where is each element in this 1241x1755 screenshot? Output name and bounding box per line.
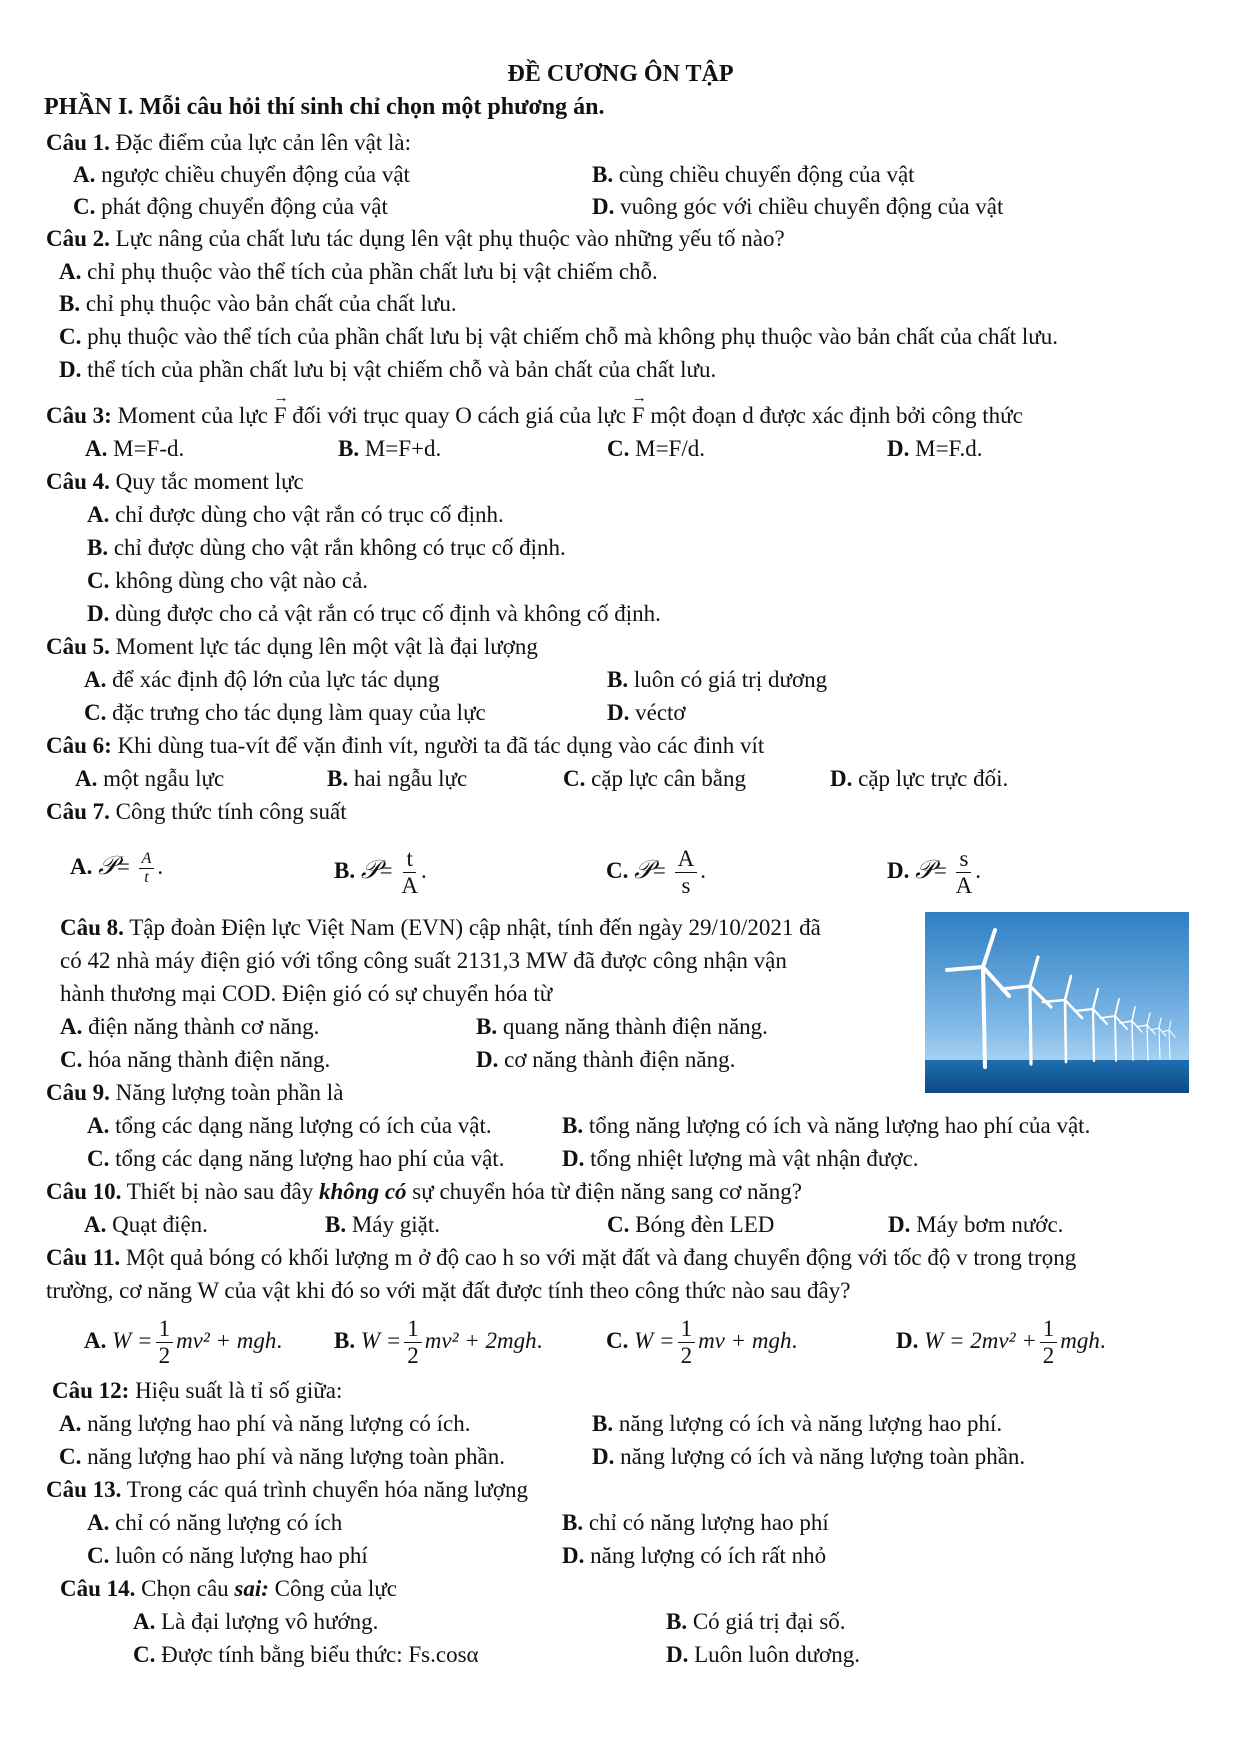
q4-option-d[interactable]: D. dùng được cho cả vật rắn có trục cố định và không cố định. xyxy=(87,601,661,626)
q10-option-c[interactable]: C. Bóng đèn LED xyxy=(607,1212,775,1237)
question-13: Câu 13. Trong các quá trình chuyển hóa năng lượng xyxy=(46,1477,529,1502)
q9-option-d[interactable]: D. tổng nhiệt lượng mà vật nhận được. xyxy=(562,1146,919,1171)
question-9: Câu 9. Năng lượng toàn phần là xyxy=(46,1080,344,1105)
question-5: Câu 5. Moment lực tác dụng lên một vật là đại lượng xyxy=(46,634,538,659)
part-heading: PHẦN I. Mỗi câu hỏi thí sinh chỉ chọn một phương án. xyxy=(44,94,605,120)
question-10: Câu 10. Thiết bị nào sau đây không có sự chuyển hóa từ điện năng sang cơ năng? xyxy=(46,1179,802,1204)
question-8-line-2: có 42 nhà máy điện gió với tổng công suất 2131,3 MW đã được công nhận vận xyxy=(60,948,787,973)
question-1 xyxy=(46,126,411,159)
q12-option-d[interactable]: D. năng lượng có ích và năng lượng toàn phần. xyxy=(592,1444,1026,1469)
q3-option-c[interactable]: C. M=F/d. xyxy=(607,436,705,461)
q11-option-a[interactable]: A. W = $\frac{1}{2}$ mv² + mgh. xyxy=(84,1316,283,1368)
question-8: Câu 8. Tập đoàn Điện lực Việt Nam (EVN) cập nhật, tính đến ngày 29/10/2021 đã xyxy=(60,915,821,940)
q6-option-c[interactable]: C. cặp lực cân bằng xyxy=(563,766,746,791)
q12-option-a[interactable]: A. năng lượng hao phí và năng lượng có ích. xyxy=(59,1411,471,1436)
q13-option-a[interactable]: A. chỉ có năng lượng có ích xyxy=(87,1510,343,1535)
q11-option-c[interactable]: C. W = $\frac{1}{2}$ mv + mgh. xyxy=(606,1316,798,1368)
question-3: Câu 3: Moment của lực → F đối với trục quay O cách giá của lực → F một đoạn d được xác định bởi công thức xyxy=(46,399,1023,432)
q8-option-a[interactable]: A. điện năng thành cơ năng. xyxy=(60,1014,320,1039)
q4-option-b[interactable]: B. chỉ được dùng cho vật rắn không có trục cố định. xyxy=(87,535,566,560)
q9-option-c[interactable]: C. tổng các dạng năng lượng hao phí của vật. xyxy=(87,1146,505,1171)
q5-option-b[interactable]: B. luôn có giá trị dương xyxy=(607,667,828,692)
q2-option-a[interactable]: A. chỉ phụ thuộc vào thể tích của phần chất lưu bị vật chiếm chỗ. xyxy=(59,259,658,284)
question-11-line-2: trường, cơ năng W của vật khi đó so với mặt đất được tính theo công thức nào sau đây? xyxy=(46,1278,851,1303)
q1-option-b[interactable]: B. cùng chiều chuyển động của vật xyxy=(592,162,915,187)
q12-option-b[interactable]: B. năng lượng có ích và năng lượng hao phí. xyxy=(592,1411,1003,1436)
q9-option-a[interactable]: A. tổng các dạng năng lượng có ích của vật. xyxy=(87,1113,492,1138)
q4-option-a[interactable]: A. chỉ được dùng cho vật rắn có trục cố định. xyxy=(87,502,504,527)
q7-option-c[interactable]: C. 𝒫= $\frac{A}{s}$ . xyxy=(606,846,706,898)
q3-option-a[interactable]: A. M=F-d. xyxy=(85,436,185,461)
force-vector-symbol: → F xyxy=(632,399,645,432)
q14-option-d[interactable]: D. Luôn luôn dương. xyxy=(666,1642,860,1667)
q12-option-c[interactable]: C. năng lượng hao phí và năng lượng toàn phần. xyxy=(59,1444,505,1469)
question-7: Câu 7. Công thức tính công suất xyxy=(46,799,347,824)
q1-option-a[interactable]: A. ngược chiều chuyển động của vật xyxy=(73,162,410,187)
q2-option-b[interactable]: B. chỉ phụ thuộc vào bản chất của chất lưu. xyxy=(59,291,457,316)
question-2: Câu 2. Lực nâng của chất lưu tác dụng lên vật phụ thuộc vào những yếu tố nào? xyxy=(46,226,785,251)
q5-option-c[interactable]: C. đặc trưng cho tác dụng làm quay của lực xyxy=(84,700,486,725)
q10-option-a[interactable]: A. Quạt điện. xyxy=(84,1212,208,1237)
emphasis-text: sai: xyxy=(234,1576,269,1601)
q11-option-b[interactable]: B. W = $\frac{1}{2}$ mv² + 2mgh. xyxy=(334,1316,543,1368)
q13-option-c[interactable]: C. luôn có năng lượng hao phí xyxy=(87,1543,368,1568)
emphasis-text: không có xyxy=(319,1179,407,1204)
document-title: ĐỀ CƯƠNG ÔN TẬP xyxy=(507,61,734,87)
wind-turbines-image xyxy=(925,912,1189,1093)
question-8-line-3: hành thương mại COD. Điện gió có sự chuyển hóa từ xyxy=(60,981,553,1006)
q1-option-c[interactable]: C. phát động chuyển động của vật xyxy=(73,194,388,219)
question-11: Câu 11. Một quả bóng có khối lượng m ở độ cao h so với mặt đất và đang chuyển động với tốc độ v trong trọng xyxy=(46,1245,1077,1270)
q6-option-b[interactable]: B. hai ngẫu lực xyxy=(327,766,468,791)
q8-option-b[interactable]: B. quang năng thành điện năng. xyxy=(476,1014,768,1039)
q6-option-a[interactable]: A. một ngẫu lực xyxy=(75,766,225,791)
q5-option-a[interactable]: A. để xác định độ lớn của lực tác dụng xyxy=(84,667,440,692)
q8-option-d[interactable]: D. cơ năng thành điện năng. xyxy=(476,1047,736,1072)
question-14: Câu 14. Chọn câu sai: Công của lực xyxy=(60,1576,397,1601)
q8-option-c[interactable]: C. hóa năng thành điện năng. xyxy=(60,1047,331,1072)
q3-option-d[interactable]: D. M=F.d. xyxy=(887,436,983,461)
q2-option-d[interactable]: D. thể tích của phần chất lưu bị vật chiếm chỗ và bản chất của chất lưu. xyxy=(59,357,717,382)
question-6: Câu 6: Khi dùng tua-vít để vặn đinh vít, người ta đã tác dụng vào các đinh vít xyxy=(46,733,765,758)
q3-option-b[interactable]: B. M=F+d. xyxy=(338,436,442,461)
question-4: Câu 4. Quy tắc moment lực xyxy=(46,469,304,494)
q14-option-b[interactable]: B. Có giá trị đại số. xyxy=(666,1609,846,1634)
q13-option-b[interactable]: B. chỉ có năng lượng hao phí xyxy=(562,1510,829,1535)
question-text: Đặc điểm của lực cản lên vật là: xyxy=(109,130,412,155)
q7-option-b[interactable]: B. 𝒫= $\frac{t}{A}$ . xyxy=(334,846,427,898)
q6-option-d[interactable]: D. cặp lực trực đối. xyxy=(830,766,1009,791)
q14-option-c[interactable]: C. Được tính bằng biểu thức: Fs.cosα xyxy=(133,1642,479,1667)
q2-option-c[interactable]: C. phụ thuộc vào thể tích của phần chất lưu bị vật chiếm chỗ mà không phụ thuộc vào bản chất của chất lưu. xyxy=(59,324,1058,349)
q1-option-d[interactable]: D. vuông góc với chiều chuyển động của vật xyxy=(592,194,1004,219)
q13-option-d[interactable]: D. năng lượng có ích rất nhỏ xyxy=(562,1543,827,1568)
q10-option-b[interactable]: B. Máy giặt. xyxy=(325,1212,440,1237)
q11-option-d[interactable]: D. W = 2mv² + $\frac{1}{2}$ mgh. xyxy=(896,1316,1106,1368)
q4-option-c[interactable]: C. không dùng cho vật nào cả. xyxy=(87,568,369,593)
q5-option-d[interactable]: D. véctơ xyxy=(607,700,686,725)
q10-option-d[interactable]: D. Máy bơm nước. xyxy=(888,1212,1064,1237)
question-12: Câu 12: Hiệu suất là tỉ số giữa: xyxy=(52,1378,343,1403)
q7-option-a[interactable]: A. 𝒫= $\frac{A}{t}$ . xyxy=(70,850,164,887)
force-vector-symbol: → F xyxy=(274,399,287,432)
q9-option-b[interactable]: B. tổng năng lượng có ích và năng lượng hao phí của vật. xyxy=(562,1113,1091,1138)
q7-option-d[interactable]: D. 𝒫= $\frac{s}{A}$ . xyxy=(887,846,981,898)
question-number: Câu 1. xyxy=(46,130,110,155)
q14-option-a[interactable]: A. Là đại lượng vô hướng. xyxy=(133,1609,379,1634)
